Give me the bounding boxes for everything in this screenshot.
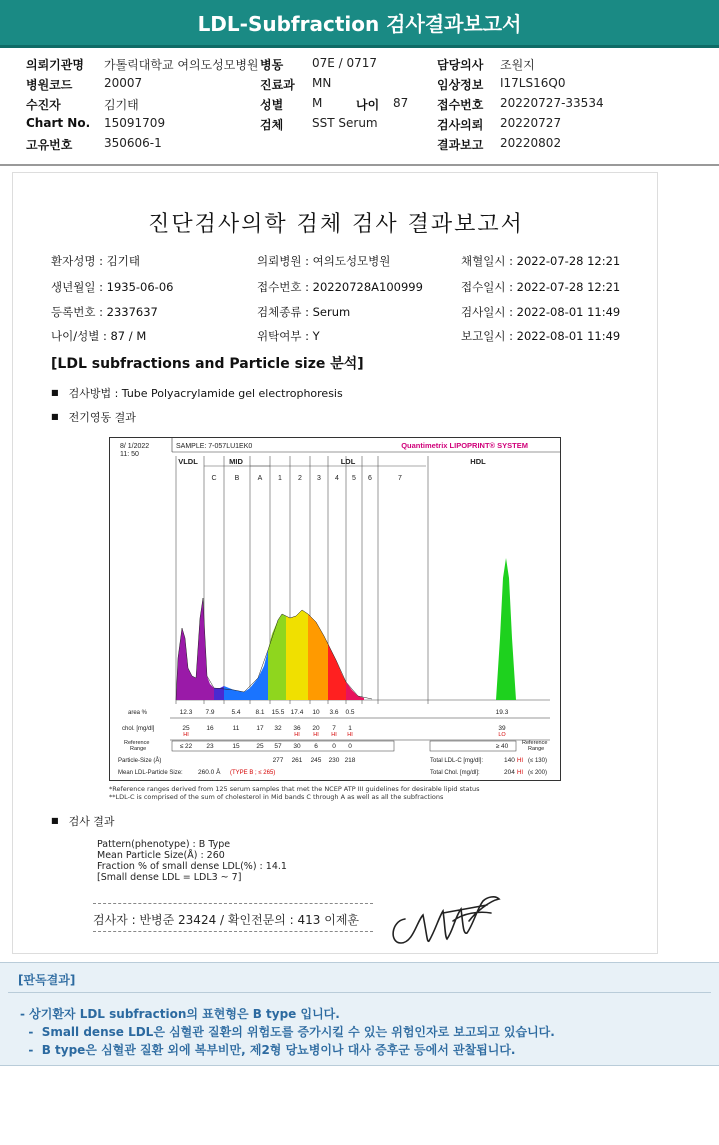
chart-date: 8/ 1/2022 [120, 443, 150, 450]
patient-field: 위탁여부 : Y [257, 329, 320, 343]
chart-sample: SAMPLE: 7-057LU1EK0 [176, 443, 253, 450]
electrophoresis-item: ■ 전기영동 결과 [51, 409, 136, 425]
chol-flag: HI [347, 732, 353, 738]
result-line: Fraction % of small dense LDL(%) : 14.1 [97, 861, 287, 872]
particle-label: Particle-Size (Å) [118, 758, 162, 764]
patient-field: 채혈일시 : 2022-07-28 12:21 [461, 254, 621, 268]
particle-value: 277 [272, 757, 284, 764]
info-value: 가톨릭대학교 여의도성모병원 [104, 58, 259, 72]
total-chol-ref: (≤ 200) [528, 770, 547, 776]
chol-value: 1 [348, 725, 352, 732]
verdict-panel [0, 962, 719, 1066]
peak-area [308, 614, 328, 700]
report-document [12, 172, 658, 954]
particle-value: 245 [310, 757, 322, 764]
chart-canvas [110, 438, 562, 782]
total-chol-flag: HI [517, 770, 523, 776]
chol-value: 36 [293, 725, 301, 732]
document-title: 진단검사의학 검체 검사 결과보고서 [148, 212, 524, 237]
info-value: 20220727-33534 [500, 96, 604, 110]
ref-label: Reference [522, 740, 548, 746]
chol-flag: HI [294, 732, 300, 738]
info-label: 수진자 [26, 98, 61, 112]
ref-label: Range [130, 746, 147, 752]
signer-info: 검사자 : 반병준 23424 / 확인전문의 : 413 이제훈 [93, 913, 360, 927]
mean-value: 260.0 Å [198, 769, 221, 776]
chol-label: chol. [mg/dl] [122, 726, 155, 732]
result-line: Pattern(phenotype) : B Type [97, 839, 231, 850]
particle-value: 230 [328, 757, 340, 764]
info-value: 07E / 0717 [312, 56, 378, 70]
ref-value: 57 [274, 743, 282, 750]
chol-value: 7 [332, 725, 336, 732]
signature-image [383, 891, 503, 951]
info-label: 병동 [260, 58, 284, 72]
method-item: ■ 검사방법 : Tube Polyacrylamide gel electrophoresis [51, 385, 343, 401]
peak-area [328, 644, 346, 700]
area-value: 10 [312, 709, 320, 716]
area-value: 19.3 [495, 709, 509, 716]
info-value: 20220802 [500, 136, 562, 150]
ref-value: ≥ 40 [495, 743, 509, 750]
report-header [0, 0, 719, 48]
ref-box [172, 741, 394, 751]
region-label: MID [229, 457, 243, 466]
band-label: 7 [398, 475, 402, 482]
info-label: 의뢰기관명 [26, 58, 84, 72]
area-value: 15.5 [271, 709, 285, 716]
patient-field: 접수일시 : 2022-07-28 12:21 [461, 280, 621, 294]
info-label: 검체 [260, 118, 284, 132]
peak-area [286, 610, 308, 700]
ref-value: 0 [348, 743, 352, 750]
info-label: 성별 [260, 98, 284, 112]
band-label: 3 [317, 475, 321, 482]
region-label: HDL [470, 457, 486, 466]
ref-value: ≤ 22 [179, 743, 193, 750]
area-label: area % [128, 710, 148, 716]
area-value: 5.4 [231, 709, 241, 716]
ref-label: Reference [124, 740, 150, 746]
ref-value: 15 [232, 743, 240, 750]
info-label: 임상정보 [437, 78, 484, 92]
verdict-line: - B type은 심혈관 질환 외에 복부비만, 제2형 당뇨병이나 대사 증후군 등에서 관찰됩니다. [20, 1043, 516, 1057]
info-value: SST Serum [312, 116, 378, 130]
area-value: 7.9 [205, 709, 215, 716]
info-label: 담당의사 [437, 58, 484, 72]
info-label: 검사의뢰 [437, 118, 484, 132]
ref-value: 0 [332, 743, 336, 750]
mean-label: Mean LDL-Particle Size: [118, 770, 183, 776]
total-ldl-label: Total LDL-C [mg/dl]: [430, 758, 484, 764]
signature-line-top [93, 903, 373, 904]
particle-value: 218 [344, 757, 356, 764]
patient-field: 접수번호 : 20220728A100999 [257, 280, 423, 294]
band-label: 1 [278, 475, 282, 482]
patient-info-grid [0, 52, 719, 162]
section-title: [LDL subfractions and Particle size 분석] [51, 356, 364, 372]
info-value: 15091709 [104, 116, 166, 130]
mean-type: (TYPE B ; ≤ 265) [230, 770, 276, 776]
result-line: Mean Particle Size(Å) : 260 [97, 850, 225, 861]
band-label: 2 [298, 475, 302, 482]
info-label: 접수번호 [437, 98, 484, 112]
area-value: 8.1 [255, 709, 265, 716]
verdict-heading: [판독결과] [18, 973, 76, 987]
area-value: 17.4 [290, 709, 304, 716]
info-value: 20007 [104, 76, 143, 90]
peak-area [176, 628, 196, 700]
info-label: 진료과 [260, 78, 295, 92]
peak-area [346, 682, 364, 700]
divider [0, 164, 719, 166]
region-label: LDL [340, 457, 356, 466]
patient-field: 생년월일 : 1935-06-06 [51, 280, 174, 294]
info-label: 병원코드 [26, 78, 73, 92]
info-value: I17LS16Q0 [500, 76, 566, 90]
patient-field: 나이/성별 : 87 / M [51, 329, 147, 343]
patient-field: 환자성명 : 김기태 [51, 254, 140, 268]
info-value: 87 [393, 96, 409, 110]
signature-line-bottom [93, 931, 373, 932]
peak-area [196, 598, 214, 700]
chol-flag: HI [183, 732, 189, 738]
chart-footnotes [109, 785, 480, 801]
peak-area [496, 558, 516, 700]
total-chol-label: Total Chol. [mg/dl]: [430, 770, 480, 776]
verdict-divider [8, 992, 711, 993]
chart-time: 11: 50 [120, 451, 139, 458]
chol-flag: HI [313, 732, 319, 738]
chol-value: 25 [182, 725, 190, 732]
total-ldl-flag: HI [517, 758, 523, 764]
band-label: 5 [352, 475, 356, 482]
ref-value: 23 [206, 743, 214, 750]
footnote-line: **LDL-C is comprised of the sum of cholesterol in Mid bands C through A as well as all the subfractions [109, 793, 444, 801]
chart-brand: Quantimetrix LIPOPRINT® SYSTEM [401, 441, 528, 450]
info-label: 고유번호 [26, 138, 73, 152]
ref-value: 6 [314, 743, 318, 750]
info-value: MN [312, 76, 332, 90]
patient-field: 검사일시 : 2022-08-01 11:49 [461, 305, 621, 319]
verdict-line: - 상기환자 LDL subfraction의 표현형은 B type 입니다. [20, 1007, 340, 1021]
info-value: 김기태 [104, 98, 139, 112]
info-value: 350606-1 [104, 136, 162, 150]
chol-value: 17 [256, 725, 264, 732]
info-value: 조원지 [500, 58, 535, 72]
patient-field: 검체종류 : Serum [257, 305, 351, 319]
band-label: A [257, 475, 263, 482]
patient-field: 보고일시 : 2022-08-01 11:49 [461, 329, 621, 343]
chol-value: 32 [274, 725, 282, 732]
chol-value: 11 [232, 725, 240, 732]
info-label: Chart No. [26, 116, 91, 130]
result-line: [Small dense LDL = LDL3 ~ 7] [97, 872, 242, 883]
info-label: 나이 [356, 98, 380, 112]
electrophoresis-chart [109, 437, 561, 781]
info-value: 20220727 [500, 116, 562, 130]
result-item: ■ 검사 결과 [51, 813, 115, 829]
chol-flag: HI [331, 732, 337, 738]
info-value: M [312, 96, 323, 110]
ref-label: Range [528, 746, 545, 752]
band-label: 4 [335, 475, 339, 482]
verdict-line: - Small dense LDL은 심혈관 질환의 위험도를 증가시킬 수 있는 위험인자로 보고되고 있습니다. [20, 1025, 555, 1039]
chol-value: 16 [206, 725, 214, 732]
info-label: 결과보고 [437, 138, 484, 152]
region-label: VLDL [178, 457, 198, 466]
peak-area [268, 614, 286, 700]
particle-value: 261 [291, 757, 303, 764]
area-value: 0.5 [345, 709, 355, 716]
total-ldl-value: 140 [504, 757, 515, 764]
total-chol-value: 204 [504, 769, 515, 776]
patient-field: 등록번호 : 2337637 [51, 305, 158, 319]
band-label: 6 [368, 475, 372, 482]
peak-area [224, 686, 250, 700]
chol-value: 20 [312, 725, 320, 732]
chol-value: 39 [498, 725, 506, 732]
band-label: B [234, 475, 240, 482]
total-ldl-ref: (≤ 130) [528, 758, 547, 764]
area-value: 12.3 [179, 709, 193, 716]
footnote-line: *Reference ranges derived from 125 serum samples that met the NCEP ATP III guidelines for desirable lipid status [109, 785, 480, 793]
ref-value: 30 [293, 743, 301, 750]
report-title: LDL-Subfraction 검사결과보고서 [197, 12, 522, 36]
result-details [97, 839, 287, 883]
area-value: 3.6 [329, 709, 339, 716]
ref-value: 25 [256, 743, 264, 750]
patient-field: 의뢰병원 : 여의도성모병원 [257, 254, 391, 268]
chol-flag: LO [498, 732, 506, 738]
band-label: C [211, 475, 217, 482]
